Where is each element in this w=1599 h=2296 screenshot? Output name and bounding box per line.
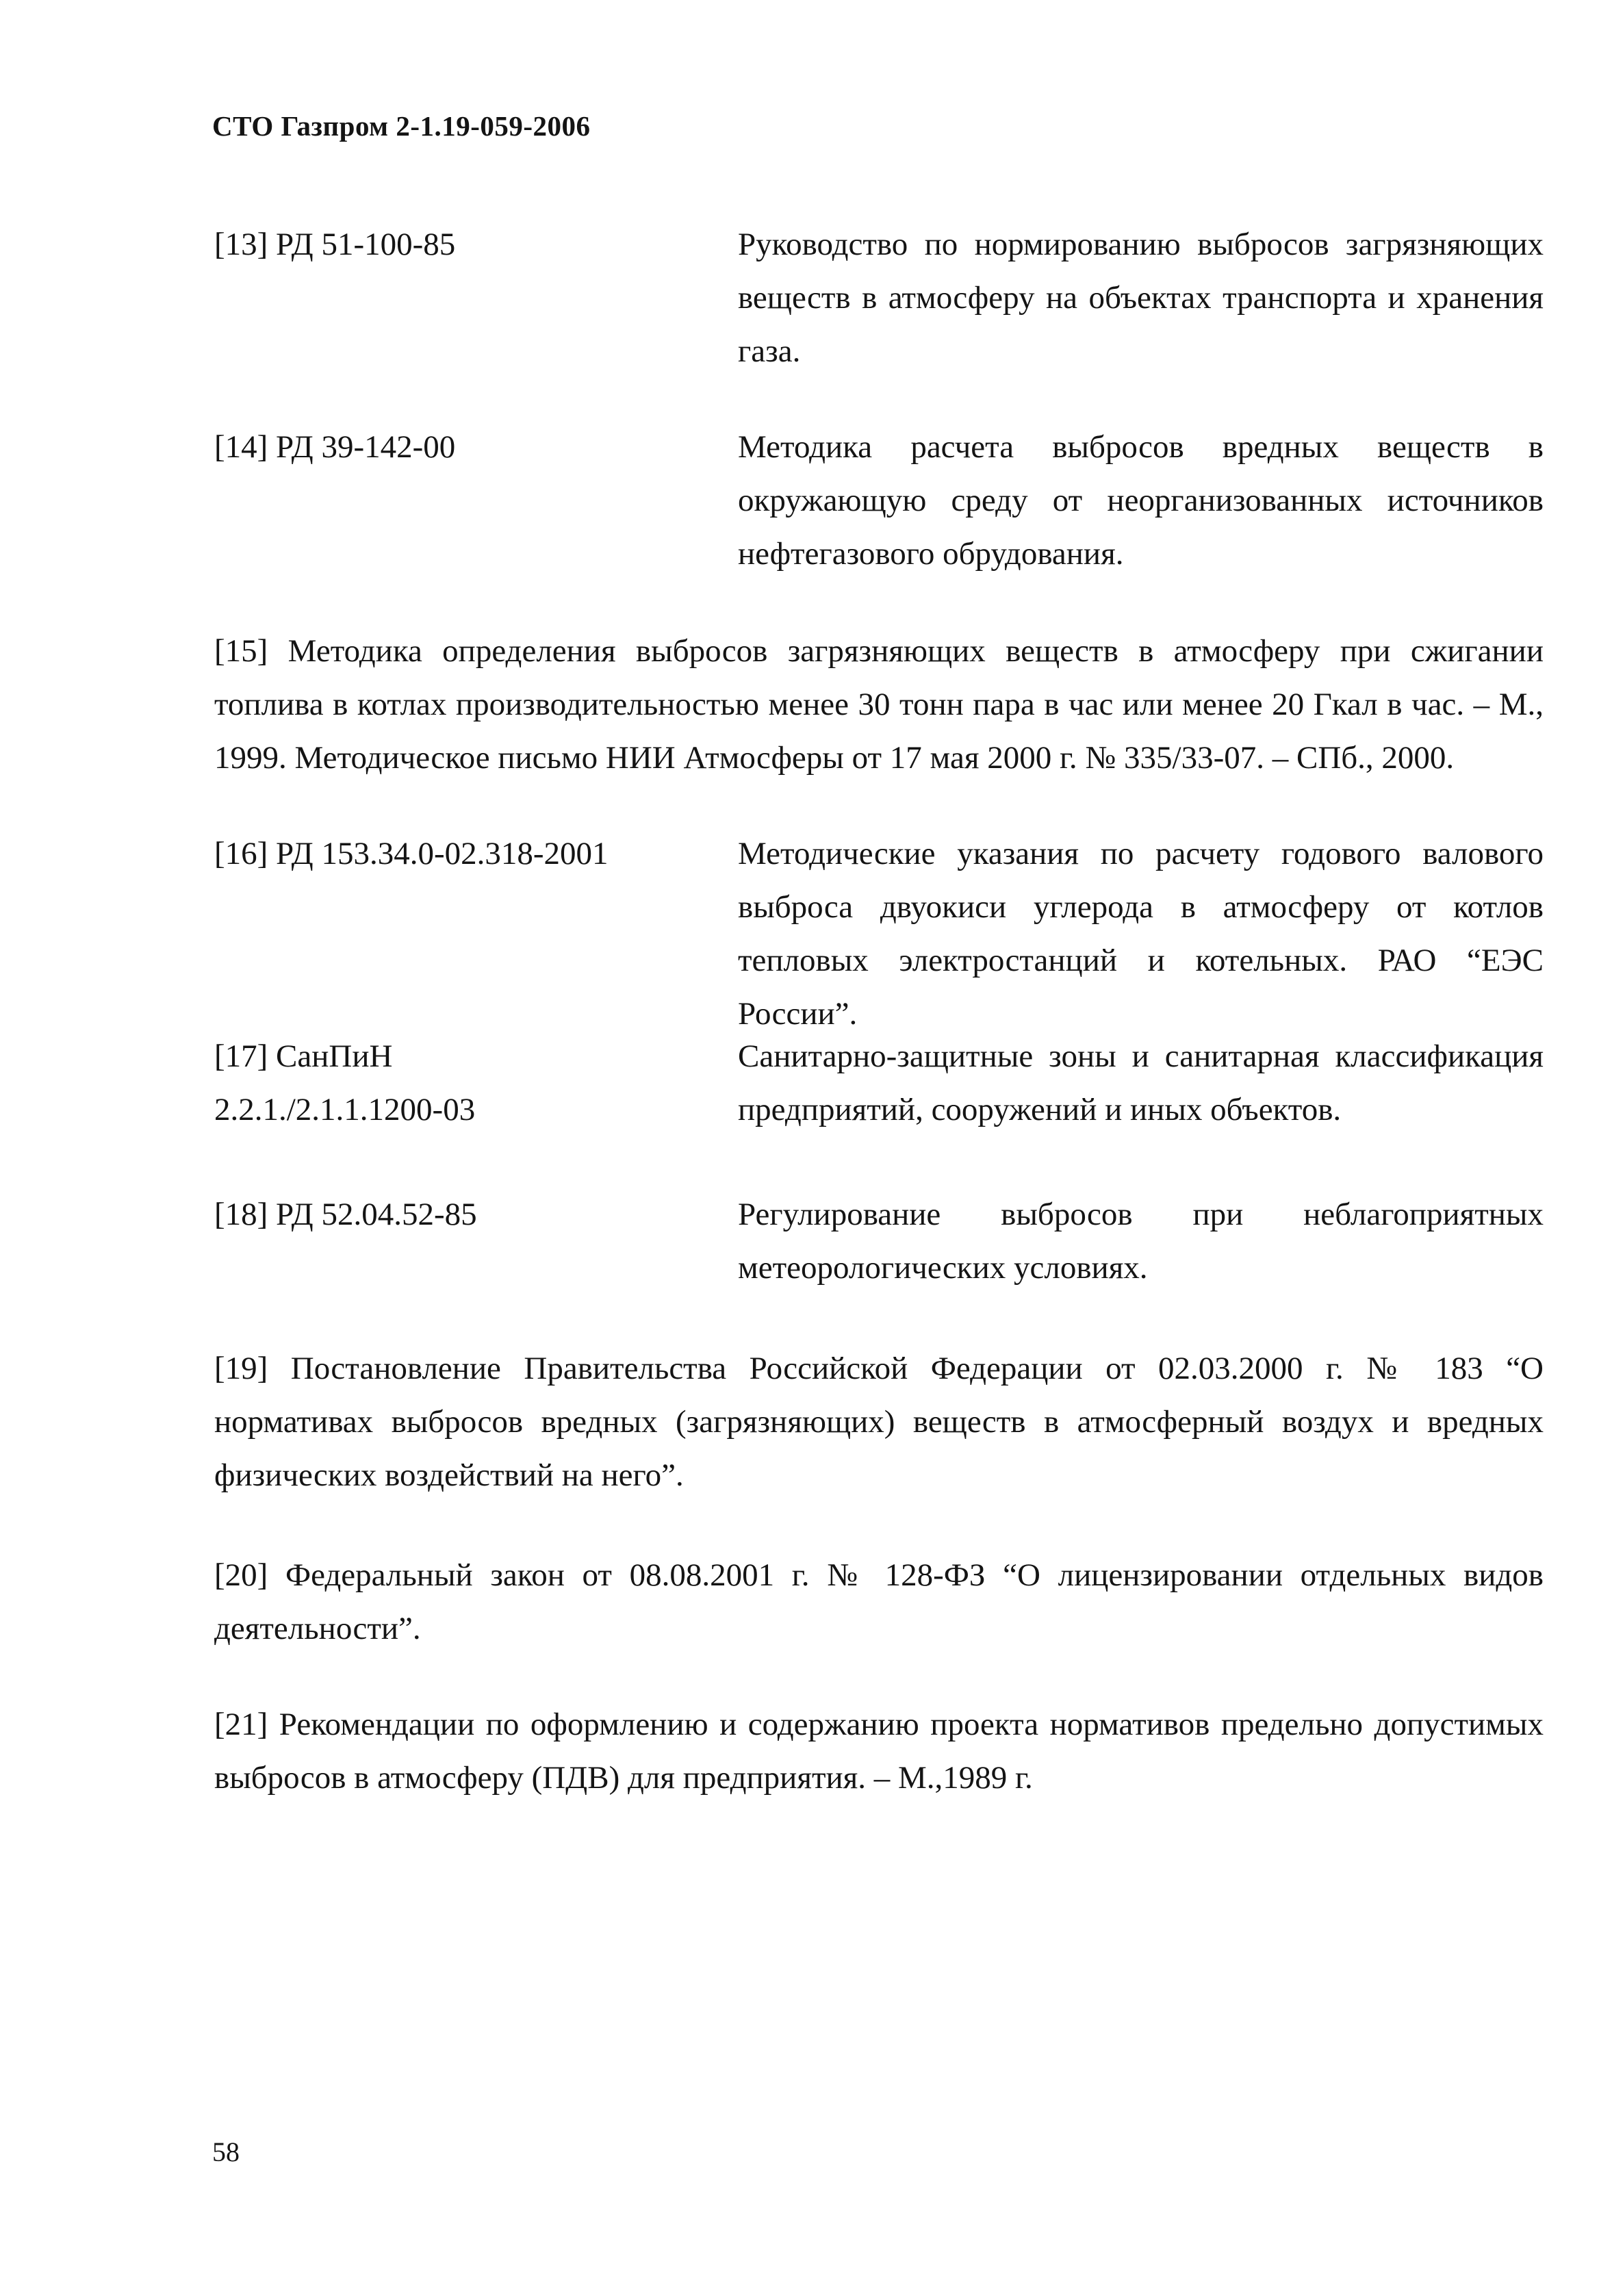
reference-code-line: [17] СанПиН bbox=[214, 1038, 393, 1074]
reference-code: [14] РД 39-142-00 bbox=[214, 429, 456, 465]
document-header: СТО Газпром 2-1.19-059-2006 bbox=[212, 110, 591, 142]
reference-title: Руководство по нормированию выбросов загрязняющих веществ в атмосферу на объектах транспорта и хранения газа. bbox=[738, 227, 1544, 369]
reference-item-21: [21] Рекомендации по оформлению и содержанию проекта нормативов предельно допустимых выбросов в атмосферу (ПДВ) для предприятия. – М.,1989 г. bbox=[214, 1707, 1544, 1796]
reference-title: Методические указания по расчету годового валового выброса двуокиси углерода в атмосферу от котлов тепловых электростанций и котельных. РАО “ЕЭС России”. bbox=[738, 836, 1544, 1032]
reference-item-19: [19] Постановление Правительства Российской Федерации от 02.03.2000 г. № 183 “О нормативах выбросов вредных (загрязняющих) веществ в атмосферный воздух и вредных физических воздействий на него”. bbox=[214, 1351, 1544, 1493]
page-number: 58 bbox=[212, 2136, 240, 2167]
reference-code: [13] РД 51-100-85 bbox=[214, 227, 456, 262]
reference-title: Методика расчета выбросов вредных веществ в окружающую среду от неорганизованных источников нефтегазового обрудования. bbox=[738, 429, 1544, 572]
reference-item-15: [15] Методика определения выбросов загрязняющих веществ в атмосферу при сжигании топлива в котлах производительностью менее 30 тонн пара в час или менее 20 Гкал в час. – М., 1999. Методическое письмо НИИ Атмосферы от 17 мая 2000 г. № 335/33-07. – СПб., 2000. bbox=[214, 633, 1544, 776]
reference-title: Санитарно-защитные зоны и санитарная классификация предприятий, сооружений и иных объектов. bbox=[738, 1038, 1544, 1127]
reference-code-line: 2.2.1./2.1.1.1200-03 bbox=[214, 1092, 476, 1127]
reference-code: [16] РД 153.34.0-02.318-2001 bbox=[214, 836, 609, 871]
reference-item-20: [20] Федеральный закон от 08.08.2001 г. № 128-ФЗ “О лицензировании отдельных видов деятельности”. bbox=[214, 1557, 1544, 1646]
reference-code: [18] РД 52.04.52-85 bbox=[214, 1197, 477, 1232]
reference-title: Регулирование выбросов при неблагоприятных метеорологических условиях. bbox=[738, 1197, 1544, 1286]
reference-code bbox=[214, 1030, 693, 1136]
